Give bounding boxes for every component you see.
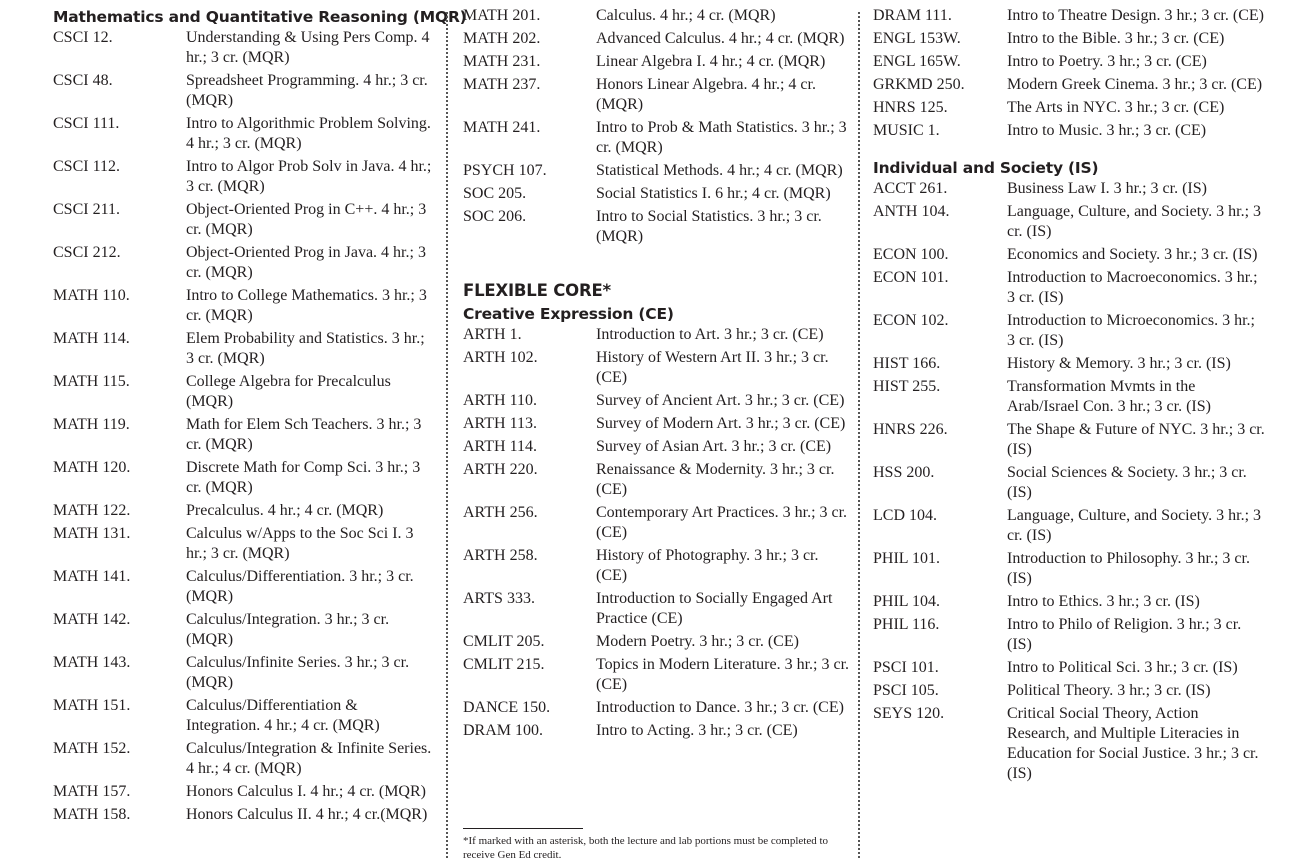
- course-title: Language, Culture, and Society. 3 hr.; 3 cr. (IS): [1007, 507, 1262, 544]
- course-entry: [463, 6, 851, 26]
- course-code: MATH 142.: [53, 611, 131, 628]
- course-code: MATH 143.: [53, 654, 131, 671]
- ce-course-list: [463, 325, 851, 741]
- course-title: Discrete Math for Comp Sci. 3 hr.; 3 cr. (MQR): [186, 459, 421, 496]
- course-entry: [53, 71, 435, 111]
- course-title: Intro to Theatre Design. 3 hr.; 3 cr. (CE): [1007, 7, 1264, 24]
- course-entry: [463, 161, 851, 181]
- course-entry: [53, 524, 435, 564]
- course-title: Object-Oriented Prog in C++. 4 hr.; 3 cr. (MQR): [186, 201, 427, 238]
- course-code: MATH 110.: [53, 287, 130, 304]
- course-entry: [463, 546, 851, 586]
- course-code: LCD 104.: [873, 507, 937, 524]
- course-code: ENGL 165W.: [873, 53, 961, 70]
- course-title: Intro to Music. 3 hr.; 3 cr. (CE): [1007, 122, 1207, 139]
- course-entry: [873, 98, 1265, 118]
- course-entry: [873, 52, 1265, 72]
- course-title: The Arts in NYC. 3 hr.; 3 cr. (CE): [1007, 99, 1225, 116]
- course-entry: [873, 202, 1265, 242]
- footnote-rule: [463, 828, 583, 829]
- course-code: CSCI 212.: [53, 244, 121, 261]
- ce-heading: Creative Expression (CE): [463, 305, 674, 323]
- course-entry: [873, 354, 1265, 374]
- course-code: MATH 241.: [463, 119, 541, 136]
- course-title: Intro to Philo of Religion. 3 hr.; 3 cr. (IS): [1007, 616, 1242, 653]
- course-entry: [463, 391, 851, 411]
- course-title: Economics and Society. 3 hr.; 3 cr. (IS): [1007, 246, 1258, 263]
- mqr-course-list-continued: [463, 6, 851, 247]
- course-entry: [463, 698, 851, 718]
- course-entry: [463, 589, 851, 629]
- course-code: PSCI 101.: [873, 659, 939, 676]
- course-entry: [53, 329, 435, 369]
- course-entry: [873, 615, 1265, 655]
- course-entry: [873, 29, 1265, 49]
- course-title: Introduction to Dance. 3 hr.; 3 cr. (CE): [596, 699, 844, 716]
- course-code: DRAM 100.: [463, 722, 544, 739]
- course-title: History & Memory. 3 hr.; 3 cr. (IS): [1007, 355, 1231, 372]
- course-code: MATH 119.: [53, 416, 130, 433]
- course-title: Modern Greek Cinema. 3 hr.; 3 cr. (CE): [1007, 76, 1263, 93]
- course-entry: [873, 420, 1265, 460]
- course-code: CSCI 211.: [53, 201, 120, 218]
- course-code: MATH 114.: [53, 330, 130, 347]
- course-code: CSCI 111.: [53, 115, 120, 132]
- column-left: [53, 6, 467, 828]
- course-title: Introduction to Philosophy. 3 hr.; 3 cr. (IS): [1007, 550, 1250, 587]
- course-title: Intro to Prob & Math Statistics. 3 hr.; 3 cr. (MQR): [596, 119, 847, 156]
- course-title: Introduction to Socially Engaged Art Practice (CE): [596, 590, 833, 627]
- course-entry: [53, 458, 435, 498]
- course-entry: [53, 696, 435, 736]
- course-code: HSS 200.: [873, 464, 935, 481]
- course-entry: [873, 658, 1265, 678]
- footnote: *If marked with an asterisk, both the lecture and lab portions must be completed to receive Gen Ed credit.: [463, 835, 829, 861]
- course-entry: [53, 157, 435, 197]
- course-title: Intro to College Mathematics. 3 hr.; 3 cr. (MQR): [186, 287, 427, 324]
- course-entry: [463, 503, 851, 543]
- course-entry: [53, 567, 435, 607]
- course-code: ECON 102.: [873, 312, 949, 329]
- course-code: ARTH 102.: [463, 349, 538, 366]
- course-entry: [463, 207, 851, 247]
- course-code: ARTS 333.: [463, 590, 535, 607]
- course-code: MATH 141.: [53, 568, 131, 585]
- course-entry: [53, 415, 435, 455]
- course-title: Intro to Political Sci. 3 hr.; 3 cr. (IS): [1007, 659, 1238, 676]
- course-title: Intro to Ethics. 3 hr.; 3 cr. (IS): [1007, 593, 1200, 610]
- course-code: ECON 100.: [873, 246, 949, 263]
- course-code: PHIL 104.: [873, 593, 940, 610]
- course-title: Understanding & Using Pers Comp. 4 hr.; 3 cr. (MQR): [186, 29, 430, 66]
- course-title: Linear Algebra I. 4 hr.; 4 cr. (MQR): [596, 53, 826, 70]
- course-title: Transformation Mvmts in the Arab/Israel Con. 3 hr.; 3 cr. (IS): [1007, 378, 1211, 415]
- course-title: Intro to Poetry. 3 hr.; 3 cr. (CE): [1007, 53, 1207, 70]
- course-title: Calculus. 4 hr.; 4 cr. (MQR): [596, 7, 776, 24]
- course-code: SEYS 120.: [873, 705, 945, 722]
- course-entry: [873, 377, 1265, 417]
- course-entry: [463, 184, 851, 204]
- course-code: MATH 131.: [53, 525, 131, 542]
- course-title: Survey of Modern Art. 3 hr.; 3 cr. (CE): [596, 415, 846, 432]
- course-entry: [873, 704, 1265, 784]
- course-entry: [463, 632, 851, 652]
- course-entry: [873, 179, 1265, 199]
- course-code: MATH 237.: [463, 76, 541, 93]
- course-title: Statistical Methods. 4 hr.; 4 cr. (MQR): [596, 162, 843, 179]
- course-code: ECON 101.: [873, 269, 949, 286]
- column-divider: [446, 12, 448, 858]
- course-entry: [53, 501, 435, 521]
- course-entry: [53, 653, 435, 693]
- course-title: Social Statistics I. 6 hr.; 4 cr. (MQR): [596, 185, 831, 202]
- course-code: MUSIC 1.: [873, 122, 940, 139]
- course-title: Honors Calculus II. 4 hr.; 4 cr.(MQR): [186, 806, 428, 823]
- course-code: HIST 255.: [873, 378, 941, 395]
- course-code: MATH 122.: [53, 502, 131, 519]
- course-entry: [463, 325, 851, 345]
- course-code: CMLIT 205.: [463, 633, 545, 650]
- course-entry: [463, 29, 851, 49]
- column-divider: [858, 12, 860, 858]
- course-entry: [463, 348, 851, 388]
- is-course-list: [873, 179, 1265, 784]
- course-code: HIST 166.: [873, 355, 941, 372]
- flexible-core-heading: FLEXIBLE CORE*: [463, 281, 611, 300]
- course-code: MATH 152.: [53, 740, 131, 757]
- course-title: Introduction to Macroeconomics. 3 hr.; 3 cr. (IS): [1007, 269, 1258, 306]
- course-title: The Shape & Future of NYC. 3 hr.; 3 cr. (IS): [1007, 421, 1265, 458]
- course-title: Social Sciences & Society. 3 hr.; 3 cr. (IS): [1007, 464, 1247, 501]
- course-title: Business Law I. 3 hr.; 3 cr. (IS): [1007, 180, 1207, 197]
- course-title: Elem Probability and Statistics. 3 hr.; 3 cr. (MQR): [186, 330, 425, 367]
- course-title: Math for Elem Sch Teachers. 3 hr.; 3 cr. (MQR): [186, 416, 422, 453]
- course-entry: [53, 243, 435, 283]
- course-code: SOC 205.: [463, 185, 527, 202]
- course-entry: [463, 655, 851, 695]
- course-entry: [53, 200, 435, 240]
- course-title: History of Western Art II. 3 hr.; 3 cr. (CE): [596, 349, 829, 386]
- course-title: Intro to Social Statistics. 3 hr.; 3 cr. (MQR): [596, 208, 822, 245]
- course-entry: [463, 721, 851, 741]
- course-code: HNRS 125.: [873, 99, 948, 116]
- course-title: Topics in Modern Literature. 3 hr.; 3 cr. (CE): [596, 656, 850, 693]
- course-title: Spreadsheet Programming. 4 hr.; 3 cr. (MQR): [186, 72, 428, 109]
- course-title: Honors Linear Algebra. 4 hr.; 4 cr. (MQR): [596, 76, 816, 113]
- column-right: [873, 6, 1265, 787]
- course-code: GRKMD 250.: [873, 76, 965, 93]
- course-code: MATH 158.: [53, 806, 131, 823]
- course-code: ARTH 256.: [463, 504, 538, 521]
- course-title: Survey of Ancient Art. 3 hr.; 3 cr. (CE): [596, 392, 845, 409]
- course-title: Introduction to Art. 3 hr.; 3 cr. (CE): [596, 326, 824, 343]
- course-title: Calculus/Infinite Series. 3 hr.; 3 cr. (MQR): [186, 654, 410, 691]
- course-code: ARTH 113.: [463, 415, 537, 432]
- course-code: CSCI 48.: [53, 72, 113, 89]
- course-title: Intro to Algorithmic Problem Solving. 4 hr.; 3 cr. (MQR): [186, 115, 431, 152]
- course-code: PHIL 116.: [873, 616, 940, 633]
- course-title: Intro to Algor Prob Solv in Java. 4 hr.; 3 cr. (MQR): [186, 158, 432, 195]
- course-code: CSCI 12.: [53, 29, 113, 46]
- course-entry: [463, 414, 851, 434]
- course-entry: [873, 506, 1265, 546]
- course-entry: [463, 75, 851, 115]
- course-code: ARTH 114.: [463, 438, 537, 455]
- course-entry: [53, 114, 435, 154]
- column-middle: [463, 6, 851, 744]
- course-title: Calculus/Differentiation & Integration. 4 hr.; 4 cr. (MQR): [186, 697, 380, 734]
- course-entry: [53, 372, 435, 412]
- course-title: Survey of Asian Art. 3 hr.; 3 cr. (CE): [596, 438, 832, 455]
- course-entry: [463, 52, 851, 72]
- course-code: ARTH 220.: [463, 461, 538, 478]
- course-code: HNRS 226.: [873, 421, 948, 438]
- course-code: MATH 120.: [53, 459, 131, 476]
- course-code: MATH 202.: [463, 30, 541, 47]
- course-code: PSYCH 107.: [463, 162, 547, 179]
- course-entry: [53, 286, 435, 326]
- course-title: Calculus/Differentiation. 3 hr.; 3 cr. (MQR): [186, 568, 414, 605]
- course-code: DANCE 150.: [463, 699, 551, 716]
- is-heading: Individual and Society (IS): [873, 159, 1099, 177]
- course-entry: [53, 28, 435, 68]
- course-title: History of Photography. 3 hr.; 3 cr. (CE): [596, 547, 819, 584]
- course-title: Language, Culture, and Society. 3 hr.; 3 cr. (IS): [1007, 203, 1262, 240]
- course-entry: [53, 782, 435, 802]
- course-code: CMLIT 215.: [463, 656, 545, 673]
- course-code: MATH 201.: [463, 7, 541, 24]
- course-code: ACCT 261.: [873, 180, 948, 197]
- course-code: SOC 206.: [463, 208, 527, 225]
- course-entry: [53, 805, 435, 825]
- course-entry: [873, 592, 1265, 612]
- course-entry: [873, 463, 1265, 503]
- course-entry: [873, 75, 1265, 95]
- course-title: Calculus/Integration. 3 hr.; 3 cr. (MQR): [186, 611, 390, 648]
- course-entry: [53, 739, 435, 779]
- course-title: Advanced Calculus. 4 hr.; 4 cr. (MQR): [596, 30, 845, 47]
- course-title: Modern Poetry. 3 hr.; 3 cr. (CE): [596, 633, 799, 650]
- course-entry: [873, 681, 1265, 701]
- course-title: Object-Oriented Prog in Java. 4 hr.; 3 cr. (MQR): [186, 244, 426, 281]
- course-title: Introduction to Microeconomics. 3 hr.; 3 cr. (IS): [1007, 312, 1255, 349]
- course-entry: [463, 118, 851, 158]
- course-entry: [873, 6, 1265, 26]
- course-title: Honors Calculus I. 4 hr.; 4 cr. (MQR): [186, 783, 426, 800]
- course-title: Calculus w/Apps to the Soc Sci I. 3 hr.; 3 cr. (MQR): [186, 525, 414, 562]
- mqr-course-list: [53, 28, 435, 825]
- course-code: MATH 231.: [463, 53, 541, 70]
- course-entry: [53, 610, 435, 650]
- course-code: ARTH 258.: [463, 547, 538, 564]
- course-entry: [873, 549, 1265, 589]
- course-title: Intro to the Bible. 3 hr.; 3 cr. (CE): [1007, 30, 1225, 47]
- course-title: College Algebra for Precalculus (MQR): [186, 373, 391, 410]
- course-title: Contemporary Art Practices. 3 hr.; 3 cr. (CE): [596, 504, 848, 541]
- course-code: MATH 115.: [53, 373, 130, 390]
- course-code: MATH 157.: [53, 783, 131, 800]
- course-entry: [463, 437, 851, 457]
- course-code: MATH 151.: [53, 697, 131, 714]
- course-entry: [873, 245, 1265, 265]
- course-code: PHIL 101.: [873, 550, 940, 567]
- ce-course-list-continued: [873, 6, 1265, 141]
- course-title: Calculus/Integration & Infinite Series. 4 hr.; 4 cr. (MQR): [186, 740, 432, 777]
- course-code: ENGL 153W.: [873, 30, 961, 47]
- course-entry: [873, 311, 1265, 351]
- course-code: ARTH 1.: [463, 326, 522, 343]
- course-title: Political Theory. 3 hr.; 3 cr. (IS): [1007, 682, 1211, 699]
- course-code: DRAM 111.: [873, 7, 952, 24]
- course-title: Intro to Acting. 3 hr.; 3 cr. (CE): [596, 722, 798, 739]
- course-entry: [873, 121, 1265, 141]
- course-entry: [463, 460, 851, 500]
- course-title: Critical Social Theory, Action Research, and Multiple Literacies in Education for Social Justice. 3 hr.; 3 cr. (IS): [1007, 705, 1259, 782]
- course-code: ANTH 104.: [873, 203, 950, 220]
- course-entry: [873, 268, 1265, 308]
- course-code: PSCI 105.: [873, 682, 939, 699]
- course-code: CSCI 112.: [53, 158, 120, 175]
- course-title: Renaissance & Modernity. 3 hr.; 3 cr. (CE): [596, 461, 835, 498]
- course-code: ARTH 110.: [463, 392, 537, 409]
- course-title: Precalculus. 4 hr.; 4 cr. (MQR): [186, 502, 384, 519]
- mqr-heading: Mathematics and Quantitative Reasoning (MQR): [53, 8, 467, 26]
